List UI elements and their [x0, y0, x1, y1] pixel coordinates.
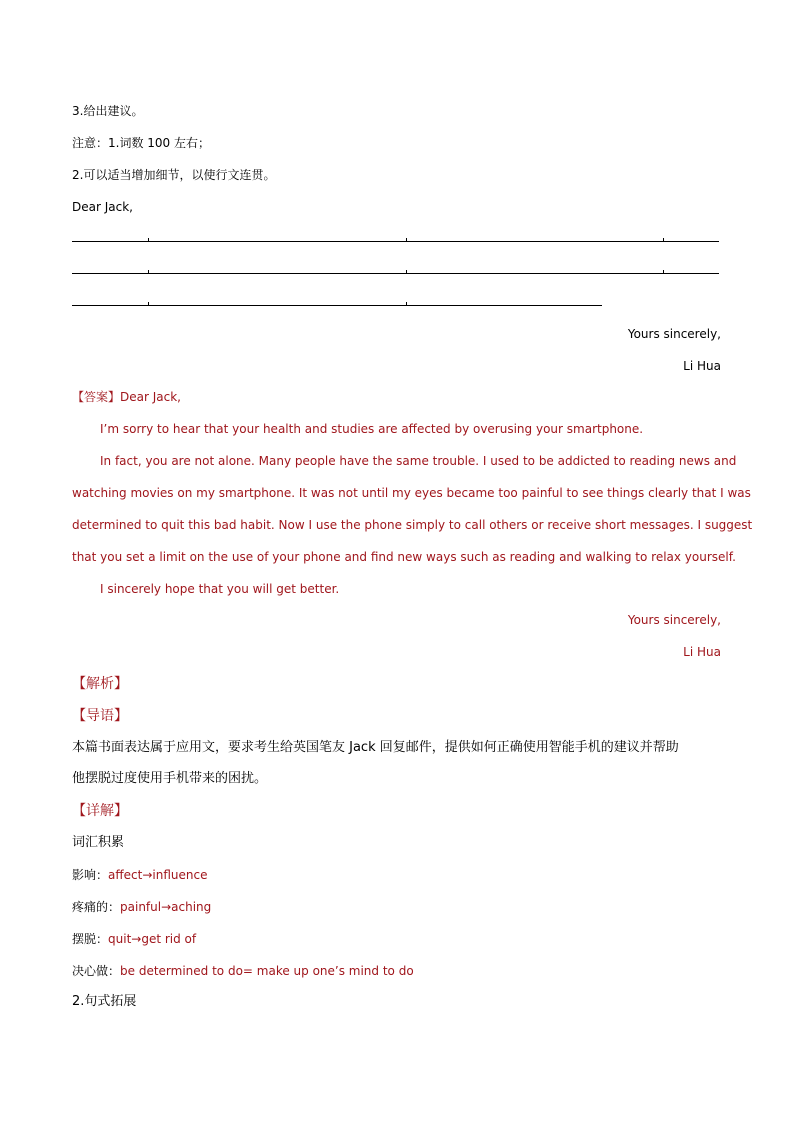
vocab-en: be determined to do= make up one’s mind to do: [120, 964, 414, 978]
guide-text-line-2: 他摆脱过度使用手机带来的困扰。: [72, 771, 268, 786]
vocab-zh: 影响：: [72, 868, 109, 882]
vocab-zh: 摆脱：: [72, 932, 109, 946]
guide-text-line-1: 本篇书面表达属于应用文，要求考生给英国笔友 Jack 回复邮件，提供如何正确使用智能手机的建议并帮助: [72, 740, 679, 755]
answer-signature: Li Hua: [683, 645, 721, 659]
answer-heading: [72, 388, 181, 406]
line-tick: [406, 238, 407, 241]
answer-paragraph-2-line-1: In fact, you are not alone. Many people have the same trouble. I used to be addicted to reading news and: [100, 454, 737, 468]
vocab-item: [72, 898, 211, 916]
answer-closing: Yours sincerely,: [627, 613, 721, 627]
answer-paragraph-2-line-4: that you set a limit on the use of your phone and find new ways such as reading and walking to relax yourself.: [72, 550, 736, 564]
detail-tag: 【详解】: [72, 803, 128, 819]
task-note-1: 注意：1.词数 100 左右；: [72, 136, 210, 150]
answer-paragraph-1: I’m sorry to hear that your health and studies are affected by overusing your smartphone.: [100, 422, 644, 436]
analysis-tag: 【解析】: [72, 676, 128, 692]
line-tick: [406, 302, 407, 305]
answer-salutation: Dear Jack,: [120, 390, 181, 404]
line-tick: [148, 238, 149, 241]
line-tick: [663, 238, 664, 241]
vocab-item: [72, 962, 414, 980]
task-salutation: Dear Jack,: [72, 200, 133, 214]
writing-line-1: [72, 241, 719, 242]
writing-line-3: [72, 305, 602, 306]
task-point-3: 3.给出建议。: [72, 104, 144, 118]
answer-paragraph-3: I sincerely hope that you will get better.: [100, 582, 340, 596]
vocab-zh: 决心做：: [72, 964, 121, 978]
sentence-title: 2.句式拓展: [72, 994, 137, 1009]
vocab-title: 词汇积累: [72, 835, 125, 850]
line-tick: [663, 270, 664, 273]
vocab-en: affect→influence: [108, 868, 208, 882]
answer-paragraph-2-line-3: determined to quit this bad habit. Now I use the phone simply to call others or receive short messages. I suggest: [72, 518, 753, 532]
vocab-en: quit→get rid of: [108, 932, 197, 946]
task-note-2: 2.可以适当增加细节，以使行文连贯。: [72, 168, 276, 182]
line-tick: [148, 270, 149, 273]
guide-tag: 【导语】: [72, 708, 128, 724]
vocab-item: [72, 930, 196, 948]
writing-line-2: [72, 273, 719, 274]
vocab-item: [72, 866, 207, 884]
answer-paragraph-2-line-2: watching movies on my smartphone. It was not until my eyes became too painful to see things clearly that I was: [72, 486, 751, 500]
line-tick: [148, 302, 149, 305]
task-closing: Yours sincerely,: [627, 327, 721, 341]
answer-tag: 【答案】: [72, 390, 121, 404]
task-signature: Li Hua: [683, 359, 721, 373]
vocab-zh: 疼痛的：: [72, 900, 121, 914]
line-tick: [406, 270, 407, 273]
vocab-en: painful→aching: [120, 900, 212, 914]
